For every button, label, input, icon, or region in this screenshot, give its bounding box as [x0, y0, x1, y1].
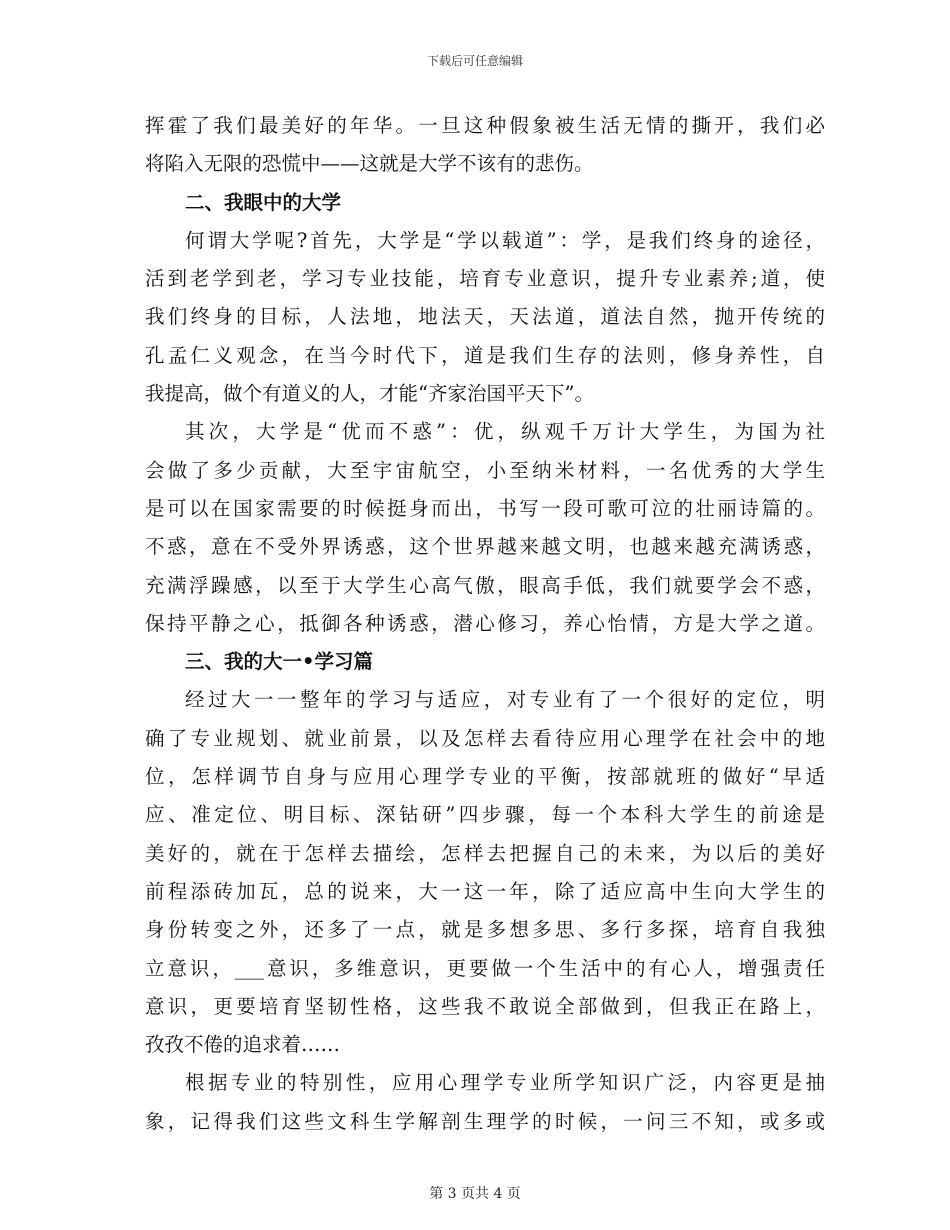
text-line: 会做了多少贡献，大至宇宙航空，小至纳米材料，一名优秀的大学生 [145, 458, 825, 482]
text-line: 孜孜不倦的追求着…… [145, 1033, 341, 1057]
text-line: 意识，更要培育坚韧性格，这些我不敢说全部做到，但我正在路上， [145, 994, 825, 1018]
text-line: 我们终身的目标，人法地，地法天，天法道，道法自然，抛开传统的 [145, 305, 825, 329]
text-line: 是可以在国家需要的时候挺身而出，书写一段可歌可泣的壮丽诗篇的。 [145, 496, 825, 520]
text-line: 应、准定位、明目标、深钻研”四步骤，每一个本科大学生的前途是 [145, 803, 825, 827]
text-line: 将陷入无限的恐慌中——这就是大学不该有的悲伤。 [145, 152, 594, 176]
text-line: 活到老学到老，学习专业技能，培育专业意识，提升专业素养;道，使 [145, 267, 825, 291]
section-heading: 二、我眼中的大学 [185, 190, 342, 214]
text-line: 充满浮躁感，以至于大学生心高气傲，眼高手低，我们就要学会不惑， [145, 573, 825, 597]
text-line: 美好的，就在于怎样去描绘，怎样去把握自己的未来，为以后的美好 [145, 841, 825, 865]
page-header: 下载后可任意编辑 [426, 54, 523, 68]
text-line: 不惑，意在不受外界诱惑，这个世界越来越文明，也越来越充满诱惑， [145, 535, 825, 559]
text-line: 象，记得我们这些文科生学解剖生理学的时候，一问三不知，或多或 [145, 1109, 825, 1133]
section-heading: 三、我的大一•学习篇 [185, 650, 373, 674]
text-line: 何谓大学呢?首先，大学是“学以载道”：学，是我们终身的途径， [185, 228, 825, 252]
text-line: 我提高，做个有道义的人，才能“齐家治国平天下”。 [145, 382, 594, 406]
text-line: 位，怎样调节自身与应用心理学专业的平衡，按部就班的做好“早适 [145, 765, 825, 789]
text-line: 确了专业规划、就业前景，以及怎样去看待应用心理学在社会中的地 [145, 726, 825, 750]
text-line: 前程添砖加瓦，总的说来，大一这一年，除了适应高中生向大学生的 [145, 879, 825, 903]
text-line: 其次，大学是“优而不惑”：优，纵观千万计大学生，为国为社 [185, 420, 825, 444]
text-line: 保持平静之心，抵御各种诱惑，潜心修习，养心怡情，方是大学之道。 [145, 611, 825, 635]
text-line: 挥霍了我们最美好的年华。一旦这种假象被生活无情的撕开，我们必 [145, 114, 825, 137]
text-line: 孔孟仁义观念，在当今时代下，道是我们生存的法则，修身养性，自 [145, 343, 825, 367]
document-body [145, 107, 825, 1141]
text-line: 立意识，___意识，多维意识，更要做一个生活中的有心人，增强责任 [145, 956, 825, 980]
text-line: 经过大一一整年的学习与适应，对专业有了一个很好的定位，明 [185, 688, 825, 712]
text-line: 根据专业的特别性，应用心理学专业所学知识广泛，内容更是抽 [185, 1071, 825, 1095]
page-footer: 第 3 页共 4 页 [429, 1186, 521, 1202]
text-line: 身份转变之外，还多了一点，就是多想多思、多行多探，培育自我独 [145, 918, 825, 942]
